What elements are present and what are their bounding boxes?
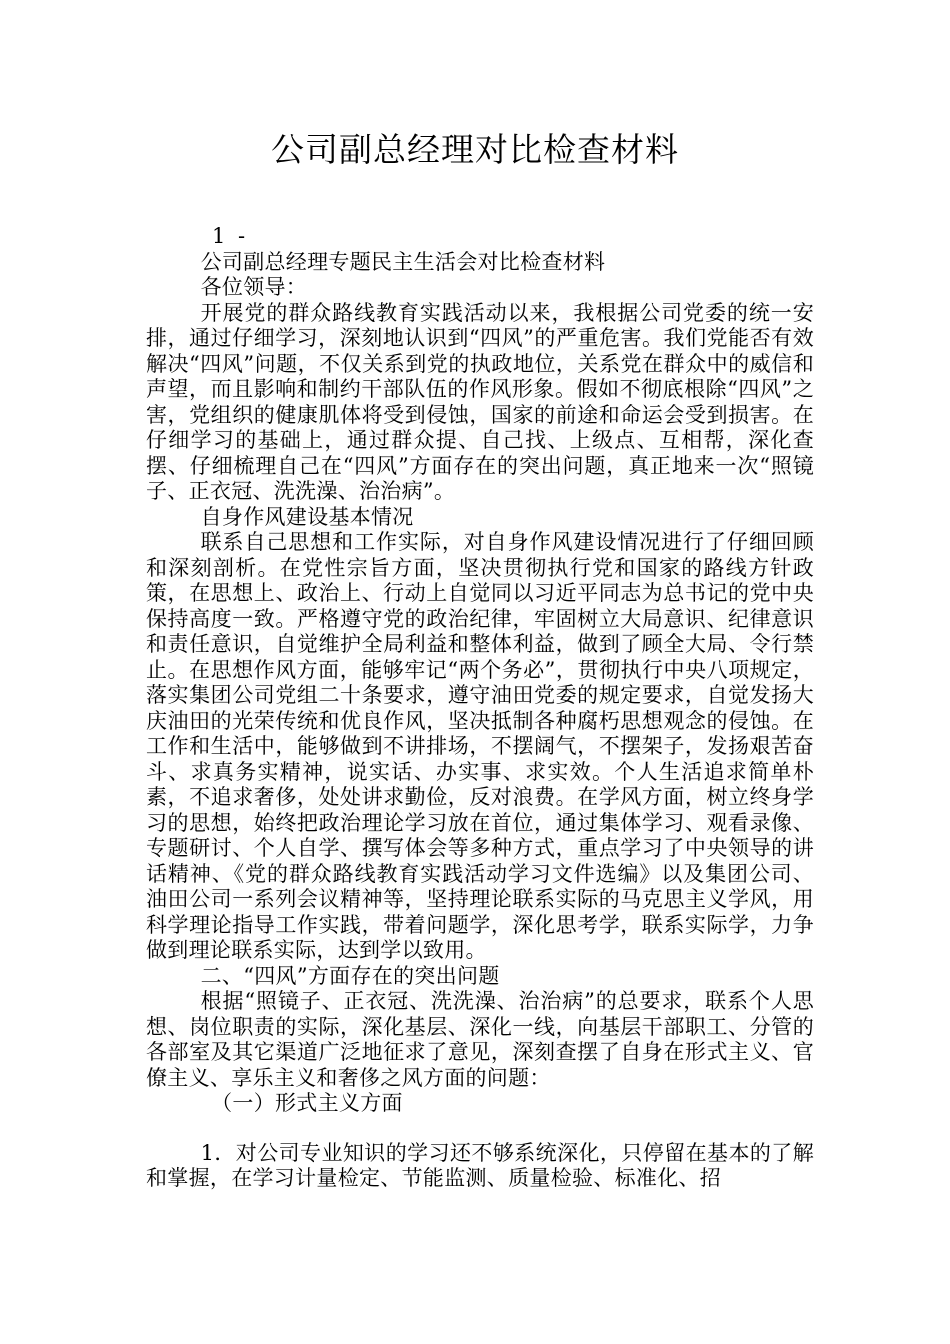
- paragraph-intro: 开展党的群众路线教育实践活动以来，我根据公司党委的统一安排，通过仔细学习，深刻地认识到“四风”的严重危害。我们党能否有效解决“四风”问题，不仅关系到党的执政地位，关系党在群众中的威信和声望，而且影响和制约干部队伍的作风形象。假如不彻底根除“四风”之害，党组织的健康肌体将受到侵蚀，国家的前途和命运会受到损害。在仔细学习的基础上，通过群众提、自己找、上级点、互相帮，深化查摆、仔细梳理自己在“四风”方面存在的突出问题，真正地来一次“照镜子、正衣冠、洗洗澡、治治病”。: [146, 300, 814, 503]
- section-heading-2: 二、“四风”方面存在的突出问题: [200, 963, 500, 988]
- blank-line: [146, 1117, 814, 1141]
- subsection-heading-formalism: （一）形式主义方面: [211, 1091, 403, 1115]
- section-heading-1: 自身作风建设基本情况: [200, 504, 414, 529]
- paragraph-self-review: 联系自己思想和工作实际，对自身作风建设情况进行了仔细回顾和深刻剖析。在党性宗旨方面，坚决贯彻执行党和国家的路线方针政策，在思想上、政治上、行动上自觉同以习近平同志为总书记的党中央保持高度一致。严格遵守党的政治纪律，牢固树立大局意识、纪律意识和责任意识，自觉维护全局利益和整体利益，做到了顾全大局、令行禁止。在思想作风方面，能够牢记“两个务必”，贯彻执行中央八项规定，落实集团公司党组二十条要求，遵守油田党委的规定要求，自觉发扬大庆油田的光荣传统和优良作风，坚决抵制各种腐朽思想观念的侵蚀。在工作和生活中，能够做到不讲排场，不摆阔气，不摆架子，发扬艰苦奋斗、求真务实精神，说实话、办实事、求实效。个人生活追求简单朴素，不追求奢侈，处处讲求勤俭，反对浪费。在学风方面，树立终身学习的思想，始终把政治理论学习放在首位，通过集体学习、观看录像、专题研讨、个人自学、撰写体会等多种方式，重点学习了中央领导的讲话精神、《党的群众路线教育实践活动学习文件选编》以及集团公司、油田公司一系列会议精神等，坚持理论联系实际的马克思主义学风，用科学理论指导工作实践，带着问题学，深化思考学，联系实际学，力争做到理论联系实际，达到学以致用。: [146, 530, 814, 962]
- page-marker: 1 -: [212, 224, 249, 248]
- paragraph-problems: 根据“照镜子、正衣冠、洗洗澡、治治病”的总要求，联系个人思想、岗位职责的实际，深化基层、深化一线，向基层干部职工、分管的各部室及其它渠道广泛地征求了意见，深刻查摆了自身在形式主义、官僚主义、享乐主义和奢侈之风方面的问题：: [146, 989, 814, 1090]
- paragraph-item-1: 1．对公司专业知识的学习还不够系统深化，只停留在基本的了解和掌握，在学习计量检定、节能监测、质量检验、标准化、招: [146, 1140, 814, 1190]
- subtitle: 公司副总经理专题民主生活会对比检查材料: [200, 249, 606, 274]
- document-body: [146, 224, 814, 1192]
- document-title: 公司副总经理对比检查材料: [271, 130, 679, 169]
- salutation: 各位领导：: [200, 275, 308, 299]
